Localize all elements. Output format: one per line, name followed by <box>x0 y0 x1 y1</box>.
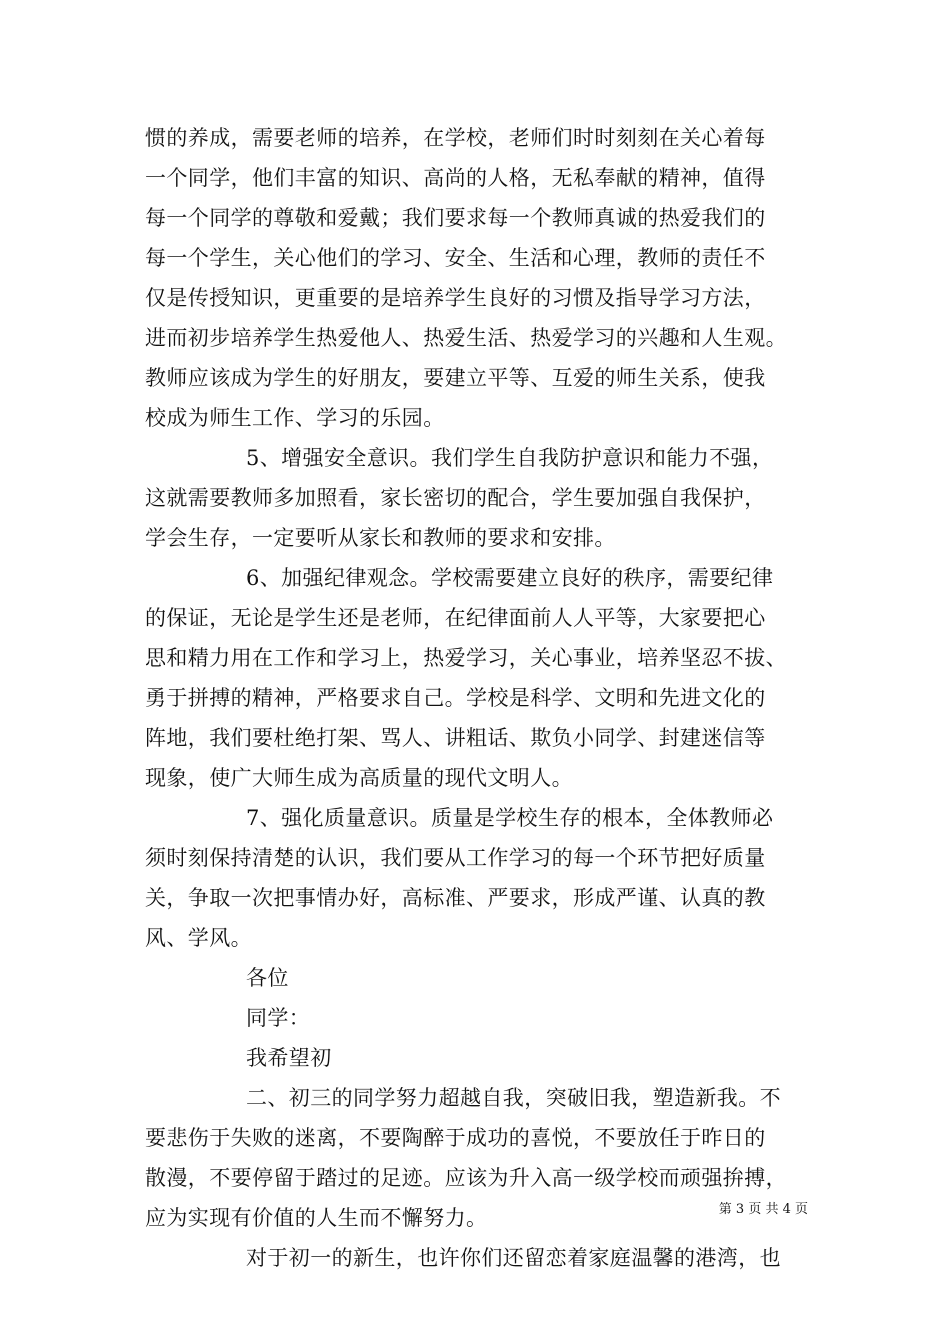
text-line: 散漫，不要停留于踏过的足迹。应该为升入高一级学校而顽强拚搏， <box>145 1166 787 1190</box>
text-line: 进而初步培养学生热爱他人、热爱生活、热爱学习的兴趣和人生观。 <box>145 326 787 350</box>
paragraph-7-start: 7、强化质量意识。质量是学校生存的根本，全体教师必 <box>246 806 774 830</box>
text-line: 关，争取一次把事情办好，高标准、严要求，形成严谨、认真的教 <box>145 886 766 910</box>
text-line: 每一个学生，关心他们的学习、安全、生活和心理，教师的责任不 <box>145 246 766 270</box>
text-line: 每一个同学的尊敬和爱戴；我们要求每一个教师真诚的热爱我们的 <box>145 206 766 230</box>
text-line: 这就需要教师多加照看，家长密切的配合，学生要加强自我保护， <box>145 486 766 510</box>
text-line: 学会生存，一定要听从家长和教师的要求和安排。 <box>145 526 616 550</box>
text-line: 风、学风。 <box>145 926 252 950</box>
text-line: 勇于拼搏的精神，严格要求自己。学校是科学、文明和先进文化的 <box>145 686 766 710</box>
paragraph-6-start: 6、加强纪律观念。学校需要建立良好的秩序，需要纪律 <box>246 566 774 590</box>
text-line: 须时刻保持清楚的认识，我们要从工作学习的每一个环节把好质量 <box>145 846 766 870</box>
text-line: 的保证，无论是学生还是老师，在纪律面前人人平等，大家要把心 <box>145 606 766 630</box>
body-text <box>145 118 825 1278</box>
salutation-line: 各位 <box>246 966 289 990</box>
text-line: 仅是传授知识，更重要的是培养学生良好的习惯及指导学习方法， <box>145 286 766 310</box>
paragraph-start: 我希望初 <box>246 1046 332 1070</box>
paragraph-start: 对于初一的新生，也许你们还留恋着家庭温馨的港湾，也 <box>246 1246 781 1270</box>
text-line: 现象，使广大师生成为高质量的现代文明人。 <box>145 766 573 790</box>
text-line: 阵地，我们要杜绝打架、骂人、讲粗话、欺负小同学、封建迷信等 <box>145 726 766 750</box>
text-line: 思和精力用在工作和学习上，热爱学习，关心事业，培养坚忍不拔、 <box>145 646 787 670</box>
paragraph-start: 二、初三的同学努力超越自我，突破旧我，塑造新我。不 <box>246 1086 781 1110</box>
salutation-line: 同学： <box>246 1006 311 1030</box>
text-line: 校成为师生工作、学习的乐园。 <box>145 406 445 430</box>
paragraph-5-start: 5、增强安全意识。我们学生自我防护意识和能力不强， <box>246 446 774 470</box>
text-line: 要悲伤于失败的迷离，不要陶醉于成功的喜悦，不要放任于昨日的 <box>145 1126 766 1150</box>
text-line: 应为实现有价值的人生而不懈努力。 <box>145 1206 488 1230</box>
text-line: 教师应该成为学生的好朋友，要建立平等、互爱的师生关系，使我 <box>145 366 766 390</box>
text-line: 惯的养成，需要老师的培养，在学校，老师们时时刻刻在关心着每 <box>145 126 766 150</box>
page-number-footer: 第 3 页 共 4 页 <box>718 1202 808 1217</box>
text-line: 一个同学，他们丰富的知识、高尚的人格，无私奉献的精神，值得 <box>145 166 766 190</box>
